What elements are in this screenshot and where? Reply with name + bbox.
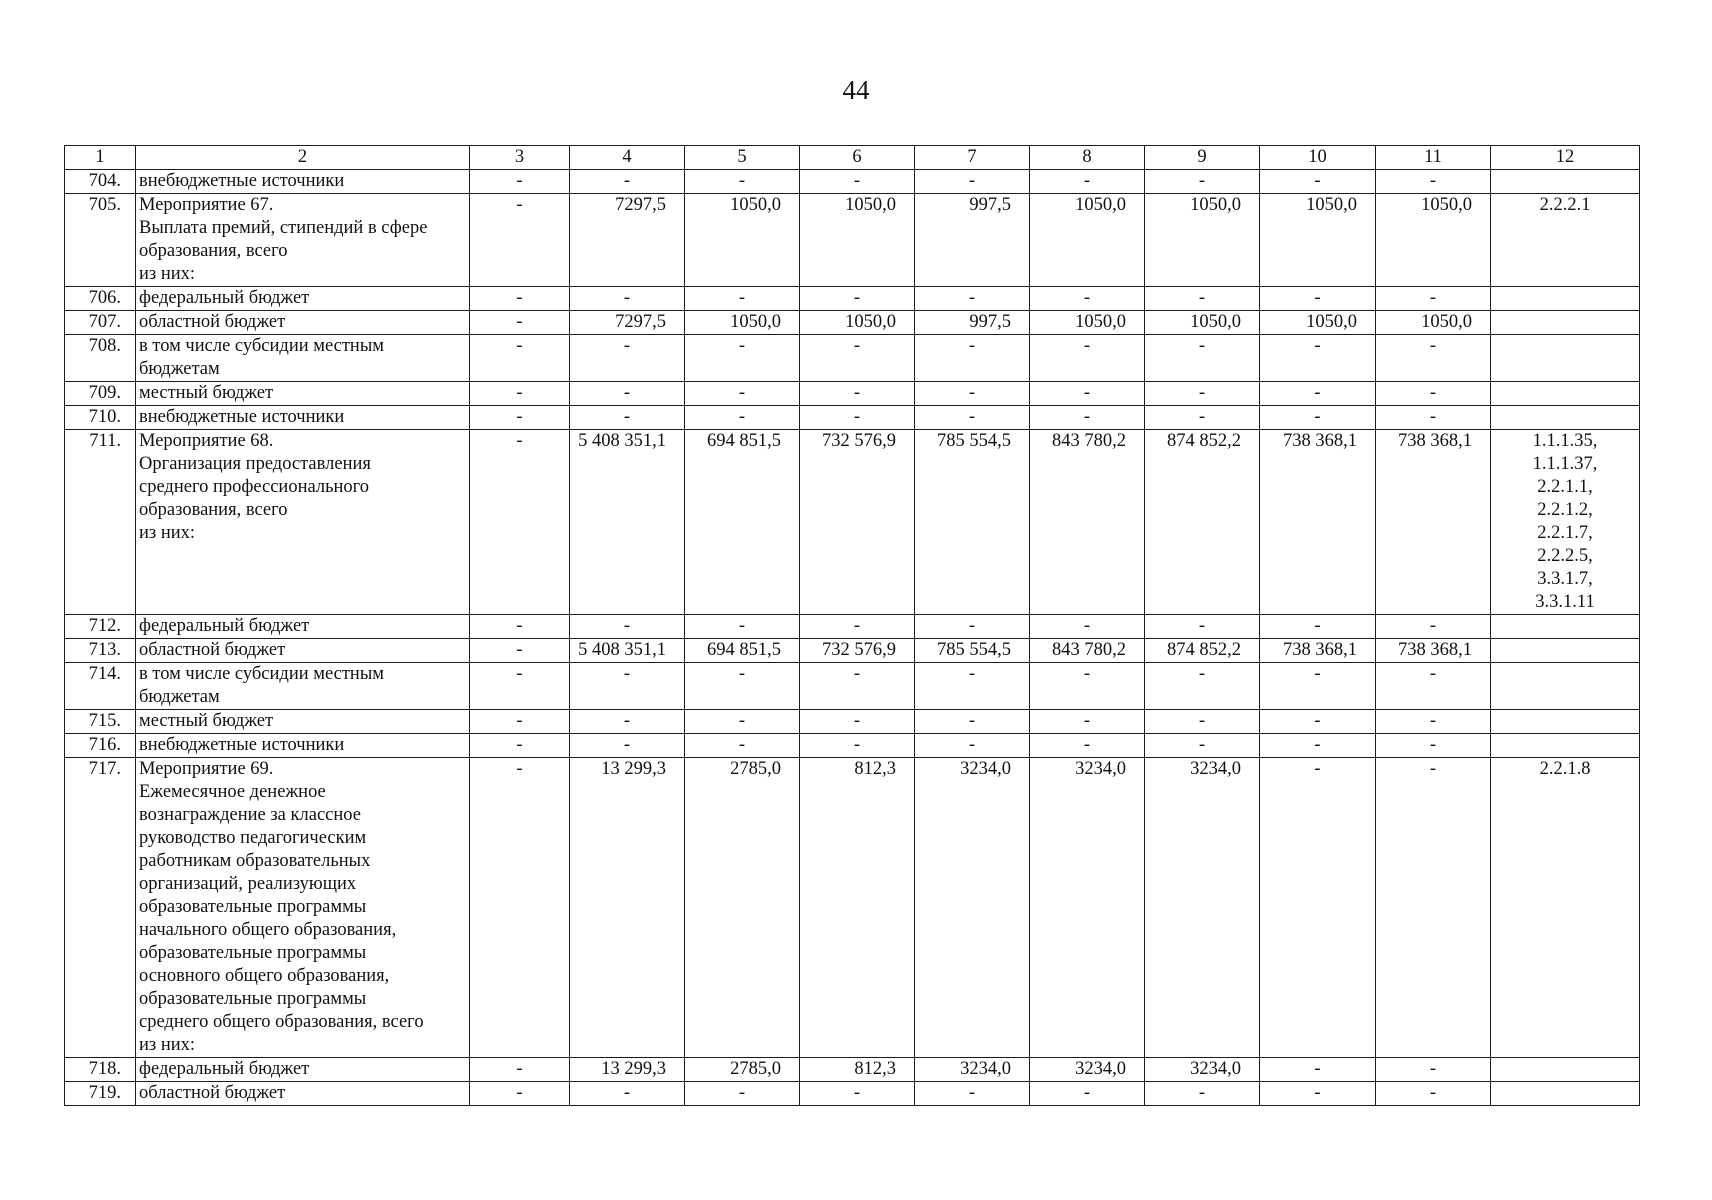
table-body — [65, 170, 1640, 1106]
cell-col-8: - — [1030, 710, 1145, 734]
column-header-12: 12 — [1491, 146, 1640, 170]
cell-col-8: 843 780,2 — [1030, 639, 1145, 663]
cell-col-7: - — [915, 406, 1030, 430]
cell-col-6: - — [800, 170, 915, 194]
table-row — [65, 710, 1640, 734]
row-reference — [1491, 639, 1640, 663]
row-reference — [1491, 406, 1640, 430]
cell-col-6: - — [800, 663, 915, 710]
cell-col-4: - — [570, 710, 685, 734]
cell-col-11: - — [1376, 1058, 1491, 1082]
cell-col-8: - — [1030, 734, 1145, 758]
cell-col-9: - — [1145, 710, 1260, 734]
table-row — [65, 430, 1640, 615]
cell-col-8: - — [1030, 663, 1145, 710]
row-number: 714. — [65, 663, 136, 710]
cell-col-4: 7297,5 — [570, 194, 685, 287]
cell-col-9: - — [1145, 734, 1260, 758]
column-header-7: 7 — [915, 146, 1030, 170]
cell-col-9: - — [1145, 335, 1260, 382]
row-number: 706. — [65, 287, 136, 311]
row-reference — [1491, 1082, 1640, 1106]
cell-col-6: 732 576,9 — [800, 430, 915, 615]
cell-col-7: - — [915, 615, 1030, 639]
cell-col-5: - — [685, 382, 800, 406]
row-reference — [1491, 382, 1640, 406]
row-number: 708. — [65, 335, 136, 382]
cell-col-10: - — [1260, 170, 1376, 194]
cell-col-5: - — [685, 615, 800, 639]
cell-col-4: - — [570, 734, 685, 758]
row-description: в том числе субсидии местным бюджетам — [136, 663, 470, 710]
cell-col-10: 738 368,1 — [1260, 430, 1376, 615]
cell-col-6: 812,3 — [800, 1058, 915, 1082]
cell-col-10: - — [1260, 382, 1376, 406]
cell-col-7: - — [915, 287, 1030, 311]
cell-col-3: - — [470, 639, 570, 663]
cell-col-6: - — [800, 615, 915, 639]
column-header-1: 1 — [65, 146, 136, 170]
cell-col-4: - — [570, 382, 685, 406]
row-reference — [1491, 287, 1640, 311]
cell-col-8: - — [1030, 382, 1145, 406]
cell-col-10: - — [1260, 734, 1376, 758]
cell-col-7: 785 554,5 — [915, 639, 1030, 663]
table-row — [65, 194, 1640, 287]
column-header-11: 11 — [1376, 146, 1491, 170]
table-row — [65, 287, 1640, 311]
cell-col-3: - — [470, 734, 570, 758]
cell-col-3: - — [470, 287, 570, 311]
row-reference — [1491, 170, 1640, 194]
row-reference — [1491, 710, 1640, 734]
cell-col-6: - — [800, 734, 915, 758]
cell-col-7: 997,5 — [915, 194, 1030, 287]
cell-col-4: - — [570, 1082, 685, 1106]
row-number: 712. — [65, 615, 136, 639]
cell-col-9: - — [1145, 663, 1260, 710]
row-number: 711. — [65, 430, 136, 615]
cell-col-3: - — [470, 710, 570, 734]
table-row — [65, 663, 1640, 710]
cell-col-9: - — [1145, 615, 1260, 639]
cell-col-5: - — [685, 170, 800, 194]
cell-col-3: - — [470, 311, 570, 335]
cell-col-6: - — [800, 1082, 915, 1106]
row-description: федеральный бюджет — [136, 1058, 470, 1082]
cell-col-11: 1050,0 — [1376, 311, 1491, 335]
cell-col-8: 1050,0 — [1030, 194, 1145, 287]
cell-col-11: - — [1376, 710, 1491, 734]
row-number: 704. — [65, 170, 136, 194]
cell-col-4: 5 408 351,1 — [570, 430, 685, 615]
cell-col-10: 738 368,1 — [1260, 639, 1376, 663]
cell-col-5: - — [685, 734, 800, 758]
cell-col-7: - — [915, 382, 1030, 406]
cell-col-10: - — [1260, 615, 1376, 639]
cell-col-10: - — [1260, 406, 1376, 430]
table-row — [65, 311, 1640, 335]
row-description: областной бюджет — [136, 311, 470, 335]
cell-col-4: - — [570, 170, 685, 194]
cell-col-5: 2785,0 — [685, 1058, 800, 1082]
cell-col-11: - — [1376, 406, 1491, 430]
row-reference — [1491, 663, 1640, 710]
cell-col-11: - — [1376, 170, 1491, 194]
column-header-8: 8 — [1030, 146, 1145, 170]
cell-col-8: - — [1030, 406, 1145, 430]
cell-col-5: - — [685, 335, 800, 382]
row-number: 718. — [65, 1058, 136, 1082]
cell-col-4: 13 299,3 — [570, 758, 685, 1058]
cell-col-9: - — [1145, 406, 1260, 430]
column-header-6: 6 — [800, 146, 915, 170]
cell-col-9: 1050,0 — [1145, 194, 1260, 287]
cell-col-11: - — [1376, 335, 1491, 382]
cell-col-8: - — [1030, 615, 1145, 639]
row-description: областной бюджет — [136, 1082, 470, 1106]
cell-col-8: 3234,0 — [1030, 758, 1145, 1058]
cell-col-5: - — [685, 710, 800, 734]
cell-col-10: - — [1260, 1082, 1376, 1106]
cell-col-6: - — [800, 710, 915, 734]
cell-col-11: 738 368,1 — [1376, 430, 1491, 615]
cell-col-3: - — [470, 382, 570, 406]
cell-col-5: 694 851,5 — [685, 639, 800, 663]
cell-col-11: - — [1376, 1082, 1491, 1106]
cell-col-10: - — [1260, 758, 1376, 1058]
cell-col-3: - — [470, 194, 570, 287]
cell-col-7: 997,5 — [915, 311, 1030, 335]
cell-col-11: - — [1376, 758, 1491, 1058]
cell-col-7: 3234,0 — [915, 1058, 1030, 1082]
cell-col-7: - — [915, 335, 1030, 382]
cell-col-10: - — [1260, 1058, 1376, 1082]
row-description: федеральный бюджет — [136, 287, 470, 311]
table-row — [65, 1082, 1640, 1106]
row-reference: 1.1.1.35, 1.1.1.37, 2.2.1.1, 2.2.1.2, 2.2.1.7, 2.2.2.5, 3.3.1.7, 3.3.1.11 — [1491, 430, 1640, 615]
cell-col-5: - — [685, 663, 800, 710]
row-reference: 2.2.2.1 — [1491, 194, 1640, 287]
cell-col-5: 1050,0 — [685, 311, 800, 335]
cell-col-6: - — [800, 287, 915, 311]
cell-col-5: 2785,0 — [685, 758, 800, 1058]
cell-col-9: - — [1145, 1082, 1260, 1106]
cell-col-3: - — [470, 170, 570, 194]
cell-col-7: 785 554,5 — [915, 430, 1030, 615]
cell-col-9: 874 852,2 — [1145, 639, 1260, 663]
cell-col-10: - — [1260, 663, 1376, 710]
cell-col-4: - — [570, 615, 685, 639]
column-header-4: 4 — [570, 146, 685, 170]
cell-col-4: - — [570, 663, 685, 710]
cell-col-3: - — [470, 335, 570, 382]
row-reference: 2.2.1.8 — [1491, 758, 1640, 1058]
cell-col-5: - — [685, 1082, 800, 1106]
cell-col-6: - — [800, 335, 915, 382]
row-description: внебюджетные источники — [136, 406, 470, 430]
row-number: 707. — [65, 311, 136, 335]
column-header-10: 10 — [1260, 146, 1376, 170]
cell-col-8: - — [1030, 170, 1145, 194]
cell-col-3: - — [470, 615, 570, 639]
row-description: Мероприятие 67. Выплата премий, стипендий в сфере образования, всего из них: — [136, 194, 470, 287]
cell-col-4: - — [570, 335, 685, 382]
cell-col-9: 3234,0 — [1145, 1058, 1260, 1082]
row-description: Мероприятие 69. Ежемесячное денежное вознаграждение за классное руководство педагогическим работникам образовательных организаций, реализующих образовательные программы начального общего образования, образовательные программы основного общего образования, образовательные программы среднего общего образования, всего из них: — [136, 758, 470, 1058]
cell-col-11: - — [1376, 734, 1491, 758]
cell-col-9: 3234,0 — [1145, 758, 1260, 1058]
page-number: 44 — [842, 75, 870, 105]
row-number: 709. — [65, 382, 136, 406]
cell-col-8: 1050,0 — [1030, 311, 1145, 335]
row-reference — [1491, 615, 1640, 639]
row-description: в том числе субсидии местным бюджетам — [136, 335, 470, 382]
cell-col-4: 5 408 351,1 — [570, 639, 685, 663]
header-row — [65, 146, 1640, 170]
row-reference — [1491, 311, 1640, 335]
cell-col-3: - — [470, 1058, 570, 1082]
cell-col-8: 3234,0 — [1030, 1058, 1145, 1082]
cell-col-7: - — [915, 663, 1030, 710]
row-description: Мероприятие 68. Организация предоставления среднего профессионального образования, всего из них: — [136, 430, 470, 615]
row-number: 710. — [65, 406, 136, 430]
row-description: местный бюджет — [136, 382, 470, 406]
row-number: 719. — [65, 1082, 136, 1106]
cell-col-9: - — [1145, 382, 1260, 406]
cell-col-4: - — [570, 287, 685, 311]
row-reference — [1491, 1058, 1640, 1082]
table-row — [65, 335, 1640, 382]
row-number: 713. — [65, 639, 136, 663]
cell-col-3: - — [470, 1082, 570, 1106]
column-header-9: 9 — [1145, 146, 1260, 170]
table-row — [65, 734, 1640, 758]
cell-col-9: - — [1145, 287, 1260, 311]
row-number: 717. — [65, 758, 136, 1058]
cell-col-6: 1050,0 — [800, 194, 915, 287]
column-header-2: 2 — [136, 146, 470, 170]
row-number: 716. — [65, 734, 136, 758]
row-number: 715. — [65, 710, 136, 734]
cell-col-11: - — [1376, 382, 1491, 406]
cell-col-7: - — [915, 710, 1030, 734]
table-row — [65, 406, 1640, 430]
cell-col-8: - — [1030, 1082, 1145, 1106]
cell-col-7: 3234,0 — [915, 758, 1030, 1058]
cell-col-3: - — [470, 430, 570, 615]
cell-col-7: - — [915, 734, 1030, 758]
cell-col-9: - — [1145, 170, 1260, 194]
budget-table — [64, 145, 1640, 1106]
cell-col-8: 843 780,2 — [1030, 430, 1145, 615]
row-description: федеральный бюджет — [136, 615, 470, 639]
cell-col-9: 874 852,2 — [1145, 430, 1260, 615]
cell-col-10: - — [1260, 335, 1376, 382]
cell-col-5: 694 851,5 — [685, 430, 800, 615]
column-header-3: 3 — [470, 146, 570, 170]
row-reference — [1491, 734, 1640, 758]
cell-col-5: 1050,0 — [685, 194, 800, 287]
row-description: внебюджетные источники — [136, 734, 470, 758]
cell-col-6: 812,3 — [800, 758, 915, 1058]
table-row — [65, 382, 1640, 406]
cell-col-3: - — [470, 758, 570, 1058]
cell-col-10: - — [1260, 287, 1376, 311]
table-row — [65, 758, 1640, 1058]
cell-col-11: 1050,0 — [1376, 194, 1491, 287]
row-description: местный бюджет — [136, 710, 470, 734]
cell-col-6: - — [800, 406, 915, 430]
cell-col-7: - — [915, 170, 1030, 194]
cell-col-11: - — [1376, 615, 1491, 639]
row-number: 705. — [65, 194, 136, 287]
cell-col-6: 732 576,9 — [800, 639, 915, 663]
cell-col-3: - — [470, 406, 570, 430]
cell-col-3: - — [470, 663, 570, 710]
cell-col-8: - — [1030, 335, 1145, 382]
table-row — [65, 1058, 1640, 1082]
cell-col-7: - — [915, 1082, 1030, 1106]
cell-col-5: - — [685, 287, 800, 311]
cell-col-4: 13 299,3 — [570, 1058, 685, 1082]
cell-col-4: - — [570, 406, 685, 430]
cell-col-8: - — [1030, 287, 1145, 311]
cell-col-10: - — [1260, 710, 1376, 734]
cell-col-11: - — [1376, 663, 1491, 710]
cell-col-6: - — [800, 382, 915, 406]
row-reference — [1491, 335, 1640, 382]
cell-col-10: 1050,0 — [1260, 194, 1376, 287]
table-row — [65, 170, 1640, 194]
row-description: областной бюджет — [136, 639, 470, 663]
table-row — [65, 639, 1640, 663]
row-description: внебюджетные источники — [136, 170, 470, 194]
column-header-5: 5 — [685, 146, 800, 170]
cell-col-11: 738 368,1 — [1376, 639, 1491, 663]
cell-col-11: - — [1376, 287, 1491, 311]
cell-col-4: 7297,5 — [570, 311, 685, 335]
cell-col-5: - — [685, 406, 800, 430]
table-row — [65, 615, 1640, 639]
cell-col-9: 1050,0 — [1145, 311, 1260, 335]
cell-col-6: 1050,0 — [800, 311, 915, 335]
cell-col-10: 1050,0 — [1260, 311, 1376, 335]
